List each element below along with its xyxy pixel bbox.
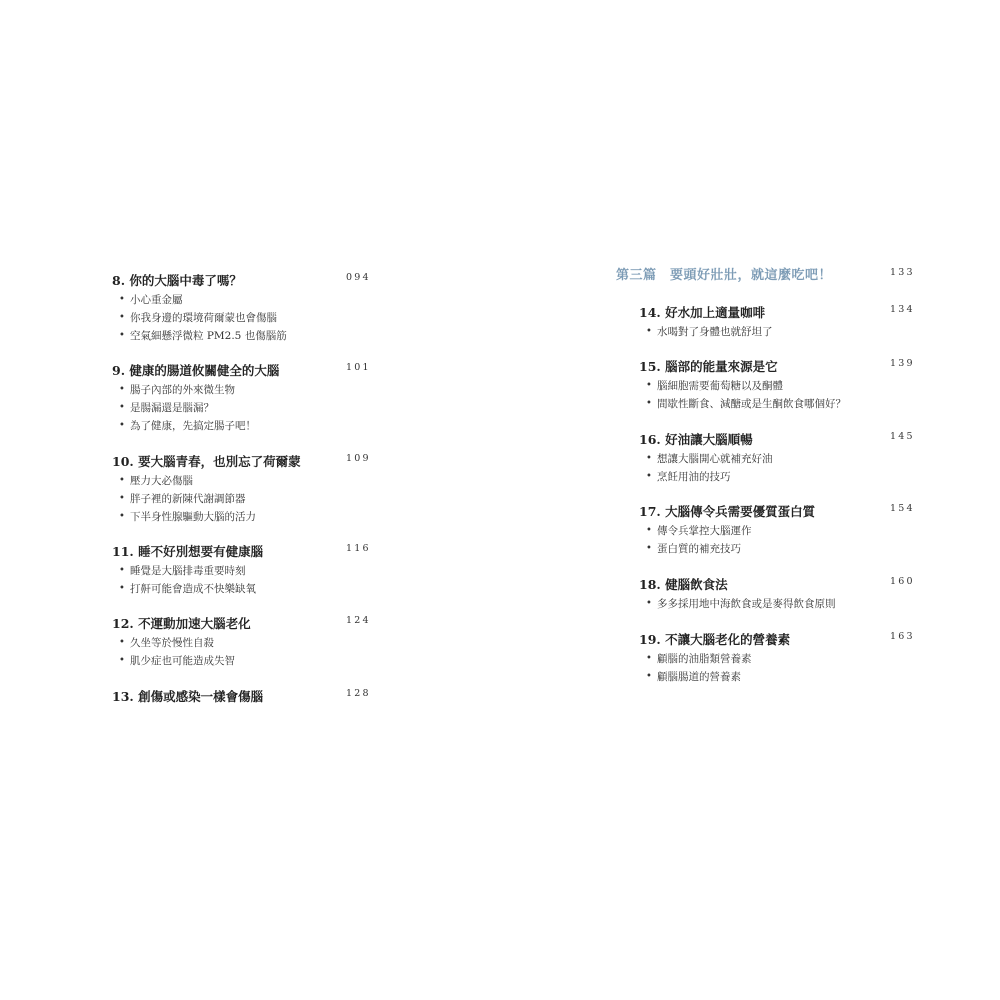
- subtopic-item: • 小心重金屬: [112, 291, 386, 309]
- subtopic-list: [639, 650, 930, 686]
- toc-entry-heading: [112, 687, 386, 707]
- toc-entry: [112, 271, 386, 345]
- toc-entry: [112, 361, 386, 435]
- subtopic-item: • 蛋白質的補充技巧: [639, 540, 930, 558]
- subtopic-item: • 久坐等於慢性自殺: [112, 634, 386, 652]
- page-number: 128: [346, 688, 371, 699]
- toc-entry-heading: [112, 361, 386, 381]
- subtopic-item: • 多多採用地中海飲食或是麥得飲食原則: [639, 595, 930, 613]
- toc-entry: [639, 502, 930, 558]
- chapter-title: 10. 要大腦青春，也別忘了荷爾蒙: [112, 454, 301, 469]
- page-number: 163: [890, 631, 915, 642]
- subtopic-list: [639, 377, 930, 413]
- subtopic-item: • 壓力大必傷腦: [112, 472, 386, 490]
- subtopic-item: • 間歇性斷食、減醣或是生酮飲食哪個好？: [639, 395, 930, 413]
- toc-entry-heading: [639, 575, 930, 595]
- subtopic-item: • 想讓大腦開心就補充好油: [639, 450, 930, 468]
- toc-entry-heading: [112, 542, 386, 562]
- subtopic-list: [112, 634, 386, 670]
- page-number: 116: [346, 543, 371, 554]
- toc-entry: [112, 542, 386, 598]
- subtopic-list: [639, 522, 930, 558]
- subtopic-item: • 顧腦腸道的營養素: [639, 668, 930, 686]
- chapter-title: 13. 創傷或感染一樣會傷腦: [112, 689, 264, 704]
- chapter-title: 12. 不運動加速大腦老化: [112, 616, 251, 631]
- chapter-title: 17. 大腦傳令兵需要優質蛋白質: [639, 504, 816, 519]
- page-number: 134: [890, 304, 915, 315]
- subtopic-list: [112, 381, 386, 435]
- part-title: 第三篇 要頭好壯壯，就這麼吃吧！: [616, 268, 833, 283]
- subtopic-item: • 為了健康，先搞定腸子吧！: [112, 417, 386, 435]
- subtopic-list: [112, 472, 386, 526]
- page-number: 160: [890, 576, 915, 587]
- toc-entry: [639, 575, 930, 613]
- chapter-title: 19. 不讓大腦老化的營養素: [639, 632, 791, 647]
- chapter-title: 11. 睡不好別想要有健康腦: [112, 544, 264, 559]
- part-page-number: 133: [890, 267, 915, 278]
- toc-entry-heading: [112, 614, 386, 634]
- subtopic-item: • 顧腦的油脂類營養素: [639, 650, 930, 668]
- page-number: 124: [346, 615, 371, 626]
- toc-entry: [639, 630, 930, 686]
- subtopic-item: • 是腸漏還是腦漏？: [112, 399, 386, 417]
- subtopic-list: [112, 291, 386, 345]
- toc-entry: [112, 687, 386, 707]
- chapter-title: 9. 健康的腸道攸關健全的大腦: [112, 363, 280, 378]
- toc-entry: [112, 614, 386, 670]
- chapter-title: 16. 好油讓大腦順暢: [639, 432, 753, 447]
- subtopic-item: • 打鼾可能會造成不快樂缺氧: [112, 580, 386, 598]
- toc-entry-heading: [639, 630, 930, 650]
- subtopic-item: • 睡覺是大腦排毒重要時刻: [112, 562, 386, 580]
- toc-entry-heading: [112, 452, 386, 472]
- page-number: 145: [890, 431, 915, 442]
- subtopic-list: [639, 323, 930, 341]
- toc-entry-heading: [639, 357, 930, 377]
- toc-entry: [112, 452, 386, 526]
- toc-entry: [639, 303, 930, 341]
- subtopic-item: • 胖子裡的新陳代謝調節器: [112, 490, 386, 508]
- page-number: 094: [346, 272, 371, 283]
- page-number: 101: [346, 362, 371, 373]
- toc-entry-heading: [112, 271, 386, 291]
- subtopic-list: [639, 595, 930, 613]
- subtopic-item: • 烹飪用油的技巧: [639, 468, 930, 486]
- chapter-title: 8. 你的大腦中毒了嗎？: [112, 273, 242, 288]
- toc-entry: [639, 430, 930, 486]
- chapter-title: 14. 好水加上適量咖啡: [639, 305, 766, 320]
- subtopic-item: • 肌少症也可能造成失智: [112, 652, 386, 670]
- chapter-title: 15. 腦部的能量來源是它: [639, 359, 778, 374]
- subtopic-list: [639, 450, 930, 486]
- page-number: 109: [346, 453, 371, 464]
- subtopic-item: • 傳令兵掌控大腦運作: [639, 522, 930, 540]
- toc-entry-heading: [639, 502, 930, 522]
- subtopic-item: • 水喝對了身體也就舒坦了: [639, 323, 930, 341]
- toc-entry-heading: [639, 303, 930, 323]
- page-number: 154: [890, 503, 915, 514]
- toc-entry: [639, 357, 930, 413]
- toc-entry-heading: [639, 430, 930, 450]
- chapter-title: 18. 健腦飲食法: [639, 577, 728, 592]
- part-heading: [616, 264, 916, 284]
- subtopic-item: • 腸子內部的外來微生物: [112, 381, 386, 399]
- subtopic-item: • 腦細胞需要葡萄糖以及酮體: [639, 377, 930, 395]
- subtopic-item: • 空氣細懸浮微粒 PM2.5 也傷腦筋: [112, 327, 386, 345]
- subtopic-list: [112, 562, 386, 598]
- page-number: 139: [890, 358, 915, 369]
- subtopic-item: • 你我身邊的環境荷爾蒙也會傷腦: [112, 309, 386, 327]
- subtopic-item: • 下半身性腺驅動大腦的活力: [112, 508, 386, 526]
